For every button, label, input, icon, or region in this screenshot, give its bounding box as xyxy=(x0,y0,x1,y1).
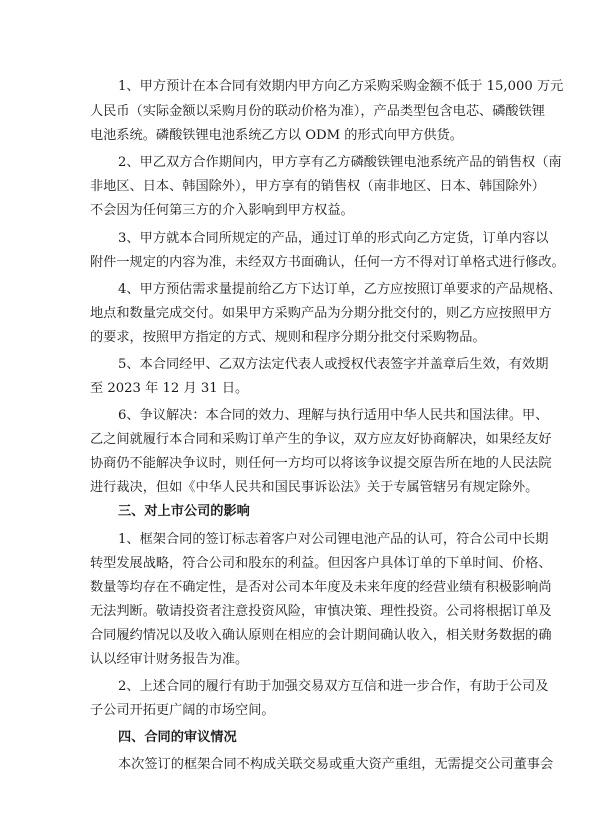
section-heading-4: 四、合同的审议情况 xyxy=(118,730,237,745)
paragraph-line: 3、甲方就本合同所规定的产品，通过订单的形式向乙方定货，订单内容以 xyxy=(118,231,549,246)
paragraph-line: 地点和数量完成交付。如果甲方采购产品为分期分批交付的，则乙方应按照甲方 xyxy=(90,306,552,321)
paragraph-line: 5、本合同经甲、乙双方法定代表人或授权代表签字并盖章后生效，有效期 xyxy=(118,357,549,372)
paragraph-line: 乙之间就履行本合同和采购订单产生的争议，双方应友好协商解决，如果经友好 xyxy=(90,432,552,447)
paragraph-line: 数量等均存在不确定性，是否对公司本年度及未来年度的经营业绩有积极影响尚 xyxy=(90,580,552,595)
paragraph-line: 本次签订的框架合同不构成关联交易或重大资产重组，无需提交公司董事会 xyxy=(118,757,554,772)
paragraph-line: 非地区、日本、韩国除外），甲方享有的销售权（南非地区、日本、韩国除外） xyxy=(90,179,545,194)
paragraph-line: 人民币（实际金额以采购月份的联动价格为准），产品类型包含电芯、磷酸铁锂 xyxy=(90,104,545,119)
paragraph-line: 2、上述合同的履行有助于加强交易双方互信和进一步合作，有助于公司及 xyxy=(118,679,549,694)
paragraph-line: 电池系统。磷酸铁锂电池系统乙方以 ODM 的形式向甲方供货。 xyxy=(90,128,463,143)
paragraph-line: 转型发展战略，符合公司和股东的利益。但因客户具体订单的下单时间、价格、 xyxy=(90,556,552,571)
paragraph-line: 的要求，按照甲方指定的方式、规则和程序分期分批交付采购物品。 xyxy=(90,330,486,345)
paragraph-line: 无法判断。敬请投资者注意投资风险，审慎决策、理性投资。公司将根据订单及 xyxy=(90,604,552,619)
paragraph-line: 1、甲方预计在本合同有效期内甲方向乙方采购采购金额不低于 15,000 万元 xyxy=(118,79,564,94)
paragraph-line: 2、甲乙双方合作期间内，甲方享有乙方磷酸铁锂电池系统产品的销售权（南 xyxy=(118,155,562,170)
paragraph-line: 1、框架合同的签订标志着客户对公司锂电池产品的认可，符合公司中长期 xyxy=(118,532,549,547)
paragraph-line: 至 2023 年 12 月 31 日。 xyxy=(90,381,249,396)
section-heading-3: 三、对上市公司的影响 xyxy=(118,504,250,519)
paragraph-line: 6、争议解决：本合同的效力、理解与执行适用中华人民共和国法律。甲、 xyxy=(118,408,549,423)
paragraph-line: 不会因为任何第三方的介入影响到甲方权益。 xyxy=(90,203,354,218)
paragraph-line: 合同履约情况以及收入确认原则在相应的会计期间确认收入，相关财务数据的确 xyxy=(90,628,552,643)
paragraph-line: 协商仍不能解决争议时，则任何一方均可以将该争议提交原告所在地的人民法院 xyxy=(90,456,552,471)
paragraph-line: 进行裁决，但如《中华人民共和国民事诉讼法》关于专属管辖另有规定除外。 xyxy=(90,480,539,495)
paragraph-line: 子公司开拓更广阔的市场空间。 xyxy=(90,703,275,718)
paragraph-line: 认以经审计财务报告为准。 xyxy=(90,652,249,667)
paragraph-line: 4、甲方预估需求量提前给乙方下达订单，乙方应按照订单要求的产品规格、 xyxy=(118,282,562,297)
paragraph-line: 附件一规定的内容为准，未经双方书面确认，任何一方不得对订单格式进行修改。 xyxy=(90,255,565,270)
